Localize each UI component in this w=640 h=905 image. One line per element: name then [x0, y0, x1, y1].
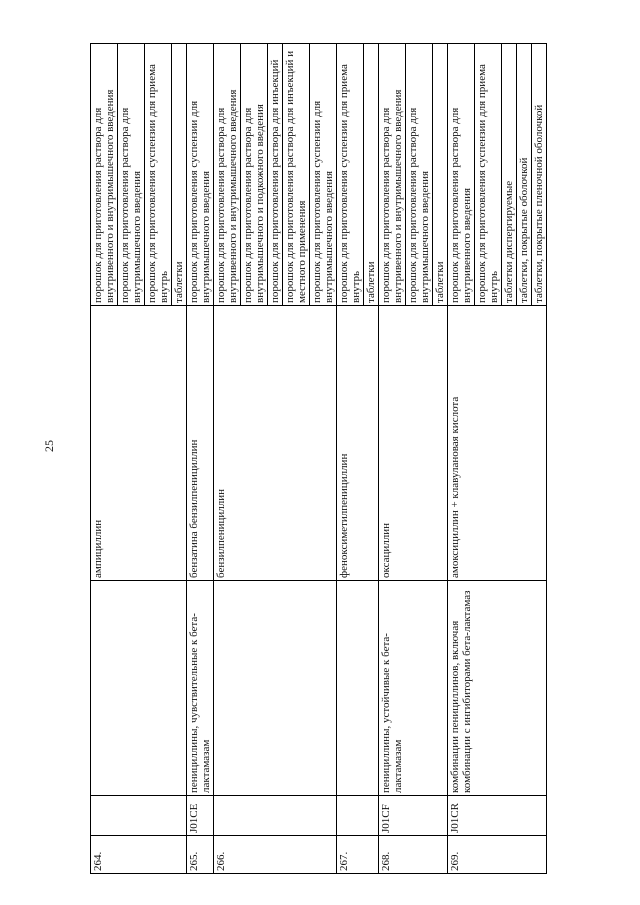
table-body — [91, 44, 547, 874]
table-row — [214, 44, 241, 874]
row-number: 264. — [91, 836, 187, 874]
drug-name: ампициллин — [91, 306, 187, 581]
dosage-form: порошок для приготовления раствора для инъекций и местного применения — [283, 44, 310, 306]
dosage-form: порошок для приготовления раствора для внутривенного и внутримышечного введения — [214, 44, 241, 306]
table-row — [448, 44, 475, 874]
table-row — [91, 44, 118, 874]
dosage-form: порошок для приготовления раствора для внутривенного введения — [448, 44, 475, 306]
group-name — [91, 581, 187, 796]
drug-name: бензилпенициллин — [214, 306, 337, 581]
group-name — [337, 581, 379, 796]
group-name: пенициллины, устойчивые к бета-лактамазам — [379, 581, 448, 796]
table-row — [337, 44, 364, 874]
row-number: 266. — [214, 836, 337, 874]
page-number: 25 — [42, 440, 56, 452]
table-row — [379, 44, 406, 874]
atc-code — [214, 796, 337, 836]
drug-name: бензатина бензилпенициллин — [187, 306, 214, 581]
dosage-form: таблетки диспергируемые — [502, 44, 517, 306]
dosage-form: порошок для приготовления раствора для внутримышечного введения — [406, 44, 433, 306]
dosage-form: порошок для приготовления раствора для внутривенного и внутримышечного введения — [91, 44, 118, 306]
dosage-form: таблетки, покрытые пленочной оболочкой — [532, 44, 547, 306]
medication-table — [90, 43, 547, 874]
drug-name: феноксиметилпенициллин — [337, 306, 379, 581]
dosage-form: таблетки, покрытые оболочкой — [517, 44, 532, 306]
dosage-form: порошок для приготовления суспензии для внутримышечного введения — [310, 44, 337, 306]
dosage-form: порошок для приготовления суспензии для приема внутрь — [337, 44, 364, 306]
dosage-form: порошок для приготовления суспензии для приема внутрь — [475, 44, 502, 306]
row-number: 267. — [337, 836, 379, 874]
group-name: пенициллины, чувствительные к бета-лактамазам — [187, 581, 214, 796]
group-name: комбинации пенициллинов, включая комбинации с ингибиторами бета-лактамаз — [448, 581, 547, 796]
dosage-form: таблетки — [172, 44, 187, 306]
dosage-form: порошок для приготовления раствора для внутривенного и внутримышечного введения — [379, 44, 406, 306]
atc-code: J01CF — [379, 796, 448, 836]
atc-code: J01CR — [448, 796, 547, 836]
dosage-form: порошок для приготовления раствора для внутримышечного и подкожного введения — [241, 44, 268, 306]
dosage-form: порошок для приготовления раствора для инъекций — [268, 44, 283, 306]
dosage-form: таблетки — [433, 44, 448, 306]
table-row — [187, 44, 214, 874]
row-number: 269. — [448, 836, 547, 874]
dosage-form: порошок для приготовления суспензии для внутримышечного введения — [187, 44, 214, 306]
drug-name: оксациллин — [379, 306, 448, 581]
dosage-form: порошок для приготовления суспензии для приема внутрь — [145, 44, 172, 306]
dosage-form: таблетки — [364, 44, 379, 306]
atc-code — [337, 796, 379, 836]
dosage-form: порошок для приготовления раствора для внутримышечного введения — [118, 44, 145, 306]
drug-name: амоксициллин + клавулановая кислота — [448, 306, 547, 581]
row-number: 265. — [187, 836, 214, 874]
atc-code — [91, 796, 187, 836]
row-number: 268. — [379, 836, 448, 874]
atc-code: J01CE — [187, 796, 214, 836]
group-name — [214, 581, 337, 796]
rotated-table-container — [90, 44, 595, 874]
